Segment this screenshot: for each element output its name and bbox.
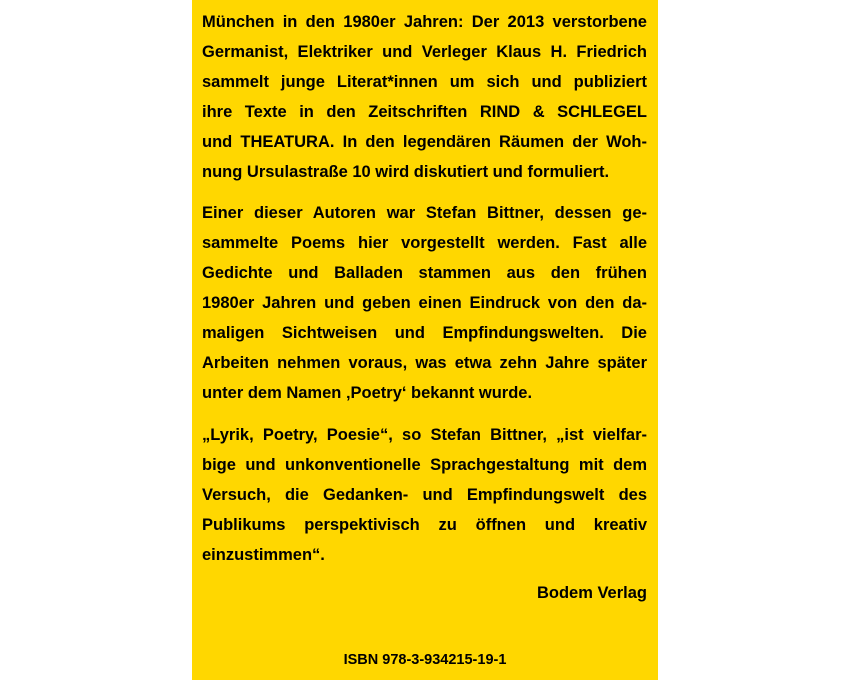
publisher-name: Bodem Verlag (536, 584, 647, 602)
text-line: ihre Texte in den Zeitschriften RIND & SCHLEGEL (202, 103, 647, 121)
text-line: sammelt junge Literat*innen um sich und publiziert (202, 73, 647, 91)
paragraph-intro (202, 7, 647, 187)
text-line: unter dem Namen ‚Poetry‘ bekannt wurde. (202, 384, 533, 402)
text-line: Germanist, Elektriker und Verleger Klaus H. Friedrich (202, 43, 647, 61)
text-line: München in den 1980er Jahren: Der 2013 verstorbene (202, 13, 647, 31)
text-line: sammelte Poems hier vorgestellt werden. Fast alle (202, 234, 647, 252)
back-cover (192, 0, 658, 680)
isbn-number: ISBN 978-3-934215-19-1 (343, 652, 507, 668)
text-line: maligen Sichtweisen und Empfindungswelten. Die (202, 324, 647, 342)
text-line: bige und unkonventionelle Sprachgestaltung mit dem (202, 456, 647, 474)
paragraph-author (202, 198, 647, 408)
text-line: nung Ursulastraße 10 wird diskutiert und formuliert. (202, 163, 610, 181)
paragraph-quote (202, 420, 647, 570)
text-line: „Lyrik, Poetry, Poesie“, so Stefan Bittner, „ist vielfar- (202, 426, 647, 444)
text-line: und THEATURA. In den legendären Räumen der Woh- (202, 133, 647, 151)
text-line: einzustimmen“. (202, 546, 325, 564)
text-line: Arbeiten nehmen voraus, was etwa zehn Jahre später (202, 354, 647, 372)
text-line: Publikums perspektivisch zu öffnen und kreativ (202, 516, 647, 534)
text-line: Gedichte und Balladen stammen aus den frühen (202, 264, 647, 282)
text-line: 1980er Jahren und geben einen Eindruck von den da- (202, 294, 647, 312)
text-line: Einer dieser Autoren war Stefan Bittner, dessen ge- (202, 204, 647, 222)
text-line: Versuch, die Gedanken- und Empfindungswelt des (202, 486, 647, 504)
